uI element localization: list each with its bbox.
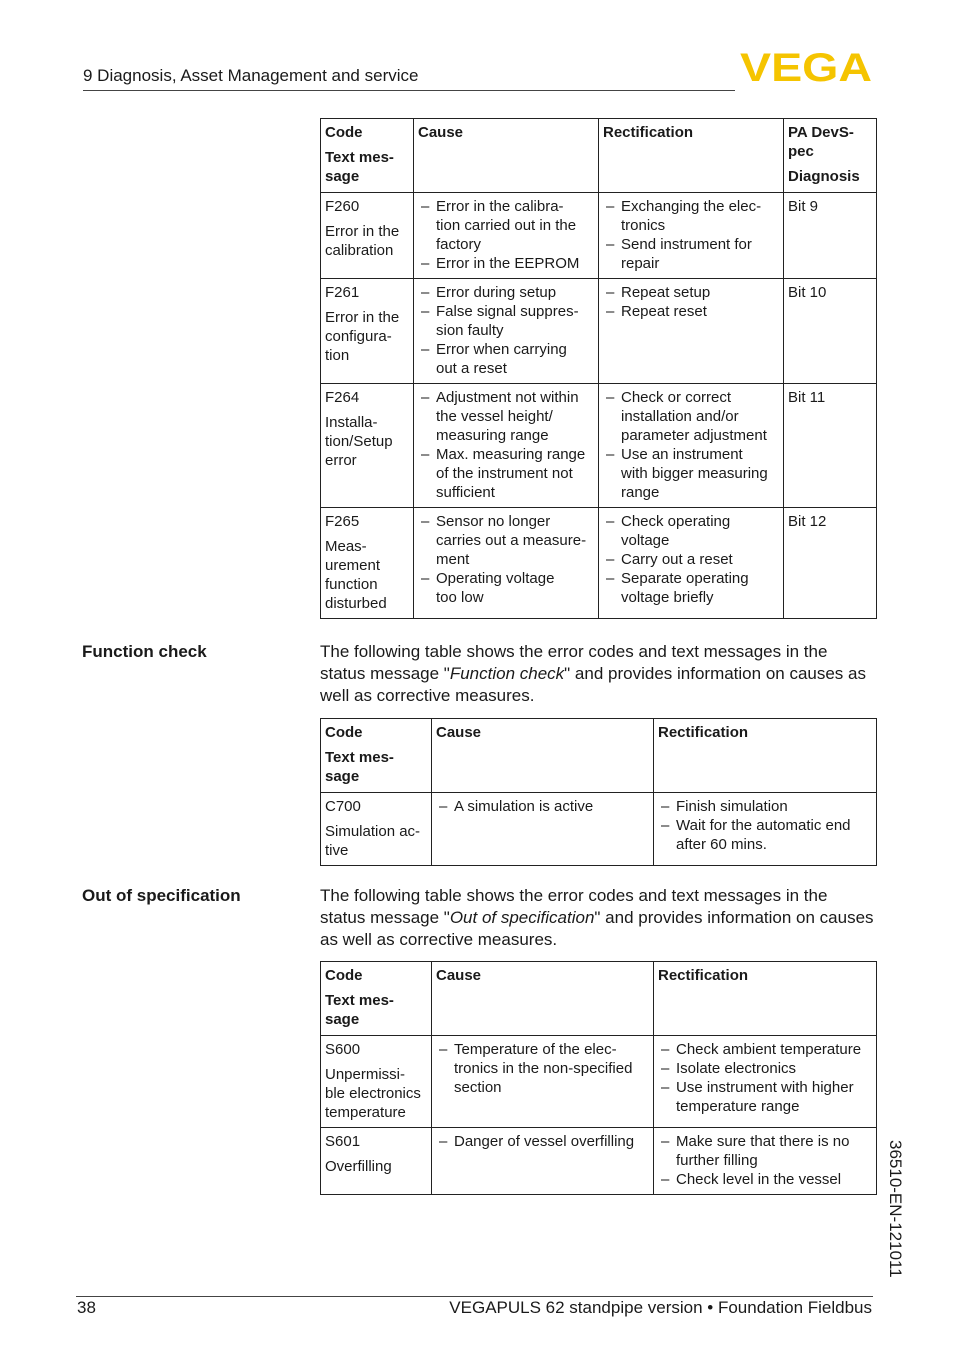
list-item: – Check operating voltage bbox=[603, 512, 779, 550]
error-message: Meas- urement function disturbed bbox=[325, 538, 387, 612]
rectification-list bbox=[658, 1040, 872, 1116]
cause-cell bbox=[414, 508, 599, 619]
error-message: Unpermissi- ble electronics temperature bbox=[325, 1066, 421, 1121]
list-item: – Danger of vessel overfilling bbox=[436, 1132, 649, 1151]
intro-text: The following table shows the error codes and text messages in the status message " bbox=[320, 642, 828, 683]
list-item: – Wait for the automatic end after 60 mins. bbox=[658, 816, 872, 854]
code-header-label: Code bbox=[325, 124, 363, 141]
table-row bbox=[321, 279, 877, 384]
rectification-cell bbox=[654, 1128, 877, 1195]
footer-title: VEGAPULS 62 standpipe version • Foundation Fieldbus bbox=[449, 1298, 872, 1317]
intro-text: " and provides information on causes as well as corrective measures. bbox=[320, 908, 874, 949]
page-number: 38 bbox=[77, 1298, 96, 1317]
list-item: – Use an instrument with bigger measuring range bbox=[603, 445, 779, 502]
function-check-intro bbox=[320, 641, 876, 707]
code-cell bbox=[321, 1128, 432, 1195]
list-item: – Make sure that there is no further filling bbox=[658, 1132, 872, 1170]
failure-table bbox=[320, 118, 877, 619]
code-cell bbox=[321, 384, 414, 508]
cause-list bbox=[418, 512, 594, 607]
status-name: Function check bbox=[449, 664, 565, 683]
rectification-list bbox=[658, 1132, 872, 1189]
header-divider bbox=[83, 90, 735, 91]
table-header-row bbox=[321, 119, 877, 193]
list-item: – Separate operating voltage briefly bbox=[603, 569, 779, 607]
list-item: – Check or correct installation and/or parameter adjustment bbox=[603, 388, 779, 445]
table-row bbox=[321, 793, 877, 866]
rectification-cell bbox=[599, 384, 784, 508]
diagnosis-cell: Bit 10 bbox=[784, 279, 877, 384]
list-item: – Check level in the vessel bbox=[658, 1170, 872, 1189]
table-header-row bbox=[321, 962, 877, 1036]
rectification-header: Rectification bbox=[654, 719, 877, 793]
error-code: S601 bbox=[325, 1133, 361, 1150]
rectification-cell bbox=[654, 1036, 877, 1128]
function-check-table bbox=[320, 718, 877, 866]
diagnosis-cell: Bit 12 bbox=[784, 508, 877, 619]
error-message: Installa- tion/Setup error bbox=[325, 414, 393, 469]
rectification-list bbox=[658, 797, 872, 854]
code-cell bbox=[321, 279, 414, 384]
table-row bbox=[321, 384, 877, 508]
function-check-heading: Function check bbox=[82, 642, 207, 661]
diagnosis-cell: Bit 11 bbox=[784, 384, 877, 508]
intro-text: " and provides information on causes as well as corrective measures. bbox=[320, 664, 866, 705]
out-of-spec-table bbox=[320, 961, 877, 1195]
table-header-row bbox=[321, 719, 877, 793]
cause-cell bbox=[414, 384, 599, 508]
table-row bbox=[321, 1036, 877, 1128]
cause-cell bbox=[432, 793, 654, 866]
list-item: – A simulation is active bbox=[436, 797, 649, 816]
document-id: 36510-EN-121011 bbox=[886, 1140, 905, 1278]
out-of-spec-intro bbox=[320, 885, 876, 951]
error-message: Simulation ac- tive bbox=[325, 823, 421, 859]
code-cell bbox=[321, 508, 414, 619]
cause-list bbox=[418, 283, 594, 378]
rectification-list bbox=[603, 388, 779, 502]
out-of-spec-heading: Out of specification bbox=[82, 886, 241, 905]
error-code: F260 bbox=[325, 198, 360, 215]
error-message: Overfilling bbox=[325, 1158, 392, 1175]
error-code: F261 bbox=[325, 284, 360, 301]
list-item: – Use instrument with higher temperature range bbox=[658, 1078, 872, 1116]
list-item: – Sensor no longer carries out a measure- ment bbox=[418, 512, 594, 569]
code-header-label: Code bbox=[325, 967, 363, 984]
rectification-list bbox=[603, 512, 779, 607]
cause-cell bbox=[414, 193, 599, 279]
pa-devspec-header-label: PA DevS- pec bbox=[788, 124, 854, 160]
list-item: – Operating voltage too low bbox=[418, 569, 594, 607]
code-header bbox=[321, 962, 432, 1036]
error-code: F265 bbox=[325, 513, 360, 530]
code-header bbox=[321, 119, 414, 193]
list-item: – Send instrument for repair bbox=[603, 235, 779, 273]
intro-text: The following table shows the error codes and text messages in the status message " bbox=[320, 886, 828, 927]
status-name: Out of specification bbox=[449, 908, 595, 927]
error-code: S600 bbox=[325, 1041, 361, 1058]
cause-list bbox=[418, 388, 594, 502]
diagnosis-header bbox=[784, 119, 877, 193]
cause-header: Cause bbox=[414, 119, 599, 193]
diagnosis-header-label: Diagnosis bbox=[788, 168, 860, 185]
list-item: – Check ambient temperature bbox=[658, 1040, 872, 1059]
list-item: – Adjustment not within the vessel height/ measuring range bbox=[418, 388, 594, 445]
cause-cell bbox=[414, 279, 599, 384]
code-header bbox=[321, 719, 432, 793]
code-cell bbox=[321, 793, 432, 866]
rectification-header: Rectification bbox=[654, 962, 877, 1036]
rectification-cell bbox=[599, 193, 784, 279]
rectification-header: Rectification bbox=[599, 119, 784, 193]
text-message-header-label: Text mes- sage bbox=[325, 749, 394, 785]
list-item: – Error when carrying out a reset bbox=[418, 340, 594, 378]
diagnosis-cell: Bit 9 bbox=[784, 193, 877, 279]
cause-cell bbox=[432, 1036, 654, 1128]
table-row bbox=[321, 508, 877, 619]
error-message: Error in the calibration bbox=[325, 223, 400, 259]
svg-text:VEGA: VEGA bbox=[740, 50, 872, 84]
error-code: F264 bbox=[325, 389, 360, 406]
list-item: – Error during setup bbox=[418, 283, 594, 302]
text-message-header-label: Text mes- sage bbox=[325, 149, 394, 185]
cause-list bbox=[436, 1132, 649, 1151]
rectification-cell bbox=[599, 279, 784, 384]
list-item: – Exchanging the elec- tronics bbox=[603, 197, 779, 235]
cause-list bbox=[436, 797, 649, 816]
section-title: 9 Diagnosis, Asset Management and service bbox=[83, 66, 419, 85]
rectification-list bbox=[603, 283, 779, 321]
footer-divider bbox=[76, 1296, 873, 1297]
cause-header: Cause bbox=[432, 719, 654, 793]
table-row bbox=[321, 193, 877, 279]
list-item: – Error in the EEPROM bbox=[418, 254, 594, 273]
list-item: – Temperature of the elec- tronics in the non-specified section bbox=[436, 1040, 649, 1097]
cause-cell bbox=[432, 1128, 654, 1195]
list-item: – Carry out a reset bbox=[603, 550, 779, 569]
list-item: – Error in the calibra- tion carried out in the factory bbox=[418, 197, 594, 254]
list-item: – Repeat setup bbox=[603, 283, 779, 302]
list-item: – Isolate electronics bbox=[658, 1059, 872, 1078]
list-item: – Finish simulation bbox=[658, 797, 872, 816]
rectification-cell bbox=[654, 793, 877, 866]
list-item: – Max. measuring range of the instrument not sufficient bbox=[418, 445, 594, 502]
table-row bbox=[321, 1128, 877, 1195]
vega-logo bbox=[740, 50, 874, 84]
code-cell bbox=[321, 193, 414, 279]
cause-header: Cause bbox=[432, 962, 654, 1036]
cause-list bbox=[418, 197, 594, 273]
code-cell bbox=[321, 1036, 432, 1128]
cause-list bbox=[436, 1040, 649, 1097]
error-code: C700 bbox=[325, 798, 361, 815]
error-message: Error in the configura- tion bbox=[325, 309, 400, 364]
list-item: – False signal suppres- sion faulty bbox=[418, 302, 594, 340]
code-header-label: Code bbox=[325, 724, 363, 741]
rectification-cell bbox=[599, 508, 784, 619]
rectification-list bbox=[603, 197, 779, 273]
text-message-header-label: Text mes- sage bbox=[325, 992, 394, 1028]
list-item: – Repeat reset bbox=[603, 302, 779, 321]
